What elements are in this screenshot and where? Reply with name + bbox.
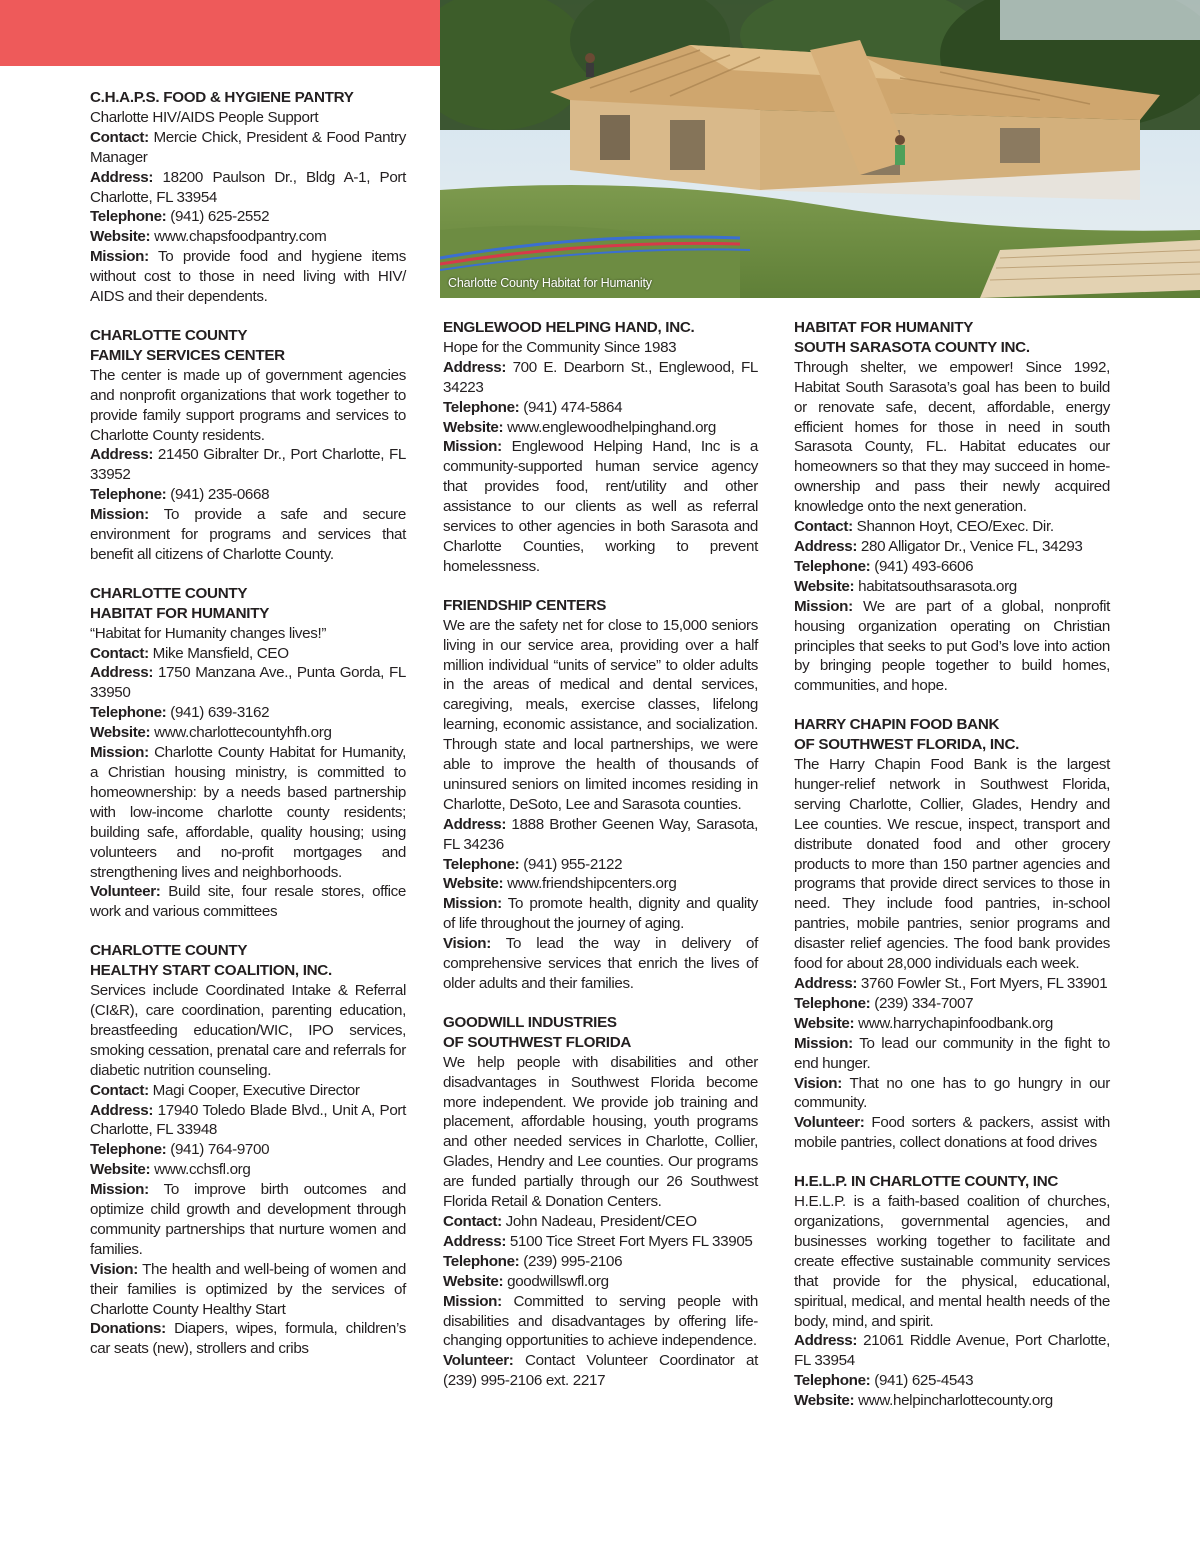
field-label: Mission:: [794, 1034, 853, 1052]
entry-line: [794, 1331, 1110, 1371]
house-construction-photo: [440, 0, 1200, 298]
field-label: Vision:: [794, 1074, 842, 1092]
field-label: Volunteer:: [794, 1114, 865, 1132]
field-label: Mission:: [90, 1181, 149, 1199]
entry-line: [794, 1014, 1110, 1034]
field-label: Address:: [90, 1101, 154, 1119]
field-value: www.charlottecountyhfh.org: [154, 724, 332, 742]
field-label: Website:: [90, 724, 151, 742]
field-value: 21450 Gibralter Dr., Port Charlotte, FL 33952: [90, 446, 406, 484]
entry-title-line: HARRY CHAPIN FOOD BANK: [794, 716, 1000, 734]
entry-title-line: CHARLOTTE COUNTY: [90, 584, 248, 602]
entry-title-line: OF SOUTHWEST FLORIDA, INC.: [794, 736, 1020, 754]
field-label: Contact:: [443, 1212, 502, 1230]
field-label: Telephone:: [90, 486, 167, 504]
field-value: To lead the way in delivery of comprehensive services that enrich the lives of older adults and their families.: [443, 935, 758, 992]
field-value: (941) 235-0668: [170, 486, 270, 504]
field-value: www.harrychapinfoodbank.org: [858, 1014, 1053, 1032]
field-value: (941) 764-9700: [170, 1141, 270, 1159]
entry-description: We are the safety net for close to 15,000 seniors living in our service area, providing over a half million individual “units of service” to older adults in the areas of medical and dental services, caregiving, meals, exercise classes, lifelong learning, economic assistance, and socialization. Through state and local partnerships, we were able to improve the health of thousands of uninsured seniors on limited incomes residing in Charlotte, DeSoto, Lee and Sarasota counties.: [443, 616, 758, 813]
entry-line: [90, 168, 406, 208]
entry-line: [90, 485, 406, 505]
field-label: Contact:: [794, 518, 853, 536]
field-value: John Nadeau, President/CEO: [505, 1212, 697, 1230]
entry-title-line: HABITAT FOR HUMANITY: [90, 604, 270, 622]
field-value: (239) 995-2106: [523, 1252, 623, 1270]
directory-entry: [794, 1172, 1110, 1411]
entry-title: [443, 318, 758, 338]
entry-line: [443, 1053, 758, 1212]
entry-line: [794, 1074, 1110, 1114]
entry-title: [794, 1172, 1110, 1192]
entry-line: [443, 398, 758, 418]
field-label: Address:: [443, 358, 507, 376]
entry-line: [90, 644, 406, 664]
entry-line: [443, 338, 758, 358]
entry-description: Hope for the Community Since 1983: [443, 338, 677, 356]
entry-line: [443, 894, 758, 934]
field-label: Address:: [90, 664, 154, 682]
field-value: habitatsouthsarasota.org: [858, 577, 1017, 595]
entry-title-line: HEALTHY START COALITION, INC.: [90, 962, 332, 980]
field-value: (941) 474-5864: [523, 398, 623, 416]
field-value: To provide a safe and secure environment for programs and services that benefit all citizens of Charlotte County.: [90, 506, 406, 563]
field-value: www.cchsfl.org: [154, 1161, 251, 1179]
entry-title-line: CHARLOTTE COUNTY: [90, 942, 248, 960]
entry-line: [90, 207, 406, 227]
field-value: (239) 334-7007: [874, 994, 974, 1012]
entry-line: [90, 1319, 406, 1359]
entry-line: [443, 815, 758, 855]
entry-title: [443, 596, 758, 616]
field-label: Mission:: [443, 1292, 502, 1310]
entry-line: [794, 1192, 1110, 1331]
entry-line: [794, 1113, 1110, 1153]
entry-title: [90, 584, 406, 624]
entry-line: [794, 994, 1110, 1014]
directory-entry: [90, 88, 406, 307]
entry-title: [794, 318, 1110, 358]
entry-line: [90, 128, 406, 168]
entry-line: [443, 616, 758, 815]
field-label: Volunteer:: [443, 1352, 514, 1370]
entry-line: [794, 557, 1110, 577]
entry-title-line: H.E.L.P. IN CHARLOTTE COUNTY, INC: [794, 1173, 1059, 1191]
entry-line: [90, 723, 406, 743]
entry-title: [794, 715, 1110, 755]
entry-line: [794, 358, 1110, 517]
entry-title: [90, 88, 406, 108]
field-value: Shannon Hoyt, CEO/Exec. Dir.: [856, 518, 1054, 536]
field-value: goodwillswfl.org: [507, 1272, 609, 1290]
entry-line: [443, 418, 758, 438]
entry-description: Through shelter, we empower! Since 1992, Habitat South Sarasota’s goal has been to build or renovate safe, decent, affordable, energy efficient homes for those in need in south Sarasota County, FL. Habitat educates our homeowners so that they may succeed in home-ownership and pass their newly acquired knowledge onto the next generation.: [794, 358, 1110, 516]
entry-line: [794, 597, 1110, 697]
entry-title-line: OF SOUTHWEST FLORIDA: [443, 1033, 632, 1051]
entry-line: [443, 1232, 758, 1252]
field-value: Englewood Helping Hand, Inc is a community-supported human service agency that provides food, rent/utility and other assistance to our clients as well as referral services to other agencies in both Sarasota and Charlotte Counties, working to prevent homelessness.: [443, 438, 758, 575]
field-label: Telephone:: [443, 1252, 520, 1270]
entry-title-line: FAMILY SERVICES CENTER: [90, 346, 285, 364]
field-value: To promote health, dignity and quality of life throughout the journey of aging.: [443, 895, 758, 933]
directory-entry: [443, 596, 758, 994]
field-label: Volunteer:: [90, 883, 161, 901]
field-label: Vision:: [443, 935, 491, 953]
field-label: Website:: [794, 1014, 855, 1032]
field-value: Committed to serving people with disabilities and disadvantages by offering life-changing opportunities to achieve independence.: [443, 1292, 758, 1350]
field-value: 17940 Toledo Blade Blvd., Unit A, Port Charlotte, FL 33948: [90, 1101, 406, 1139]
entry-line: [443, 358, 758, 398]
field-label: Mission:: [90, 506, 149, 524]
column-1: [90, 88, 406, 1378]
entry-line: [90, 1101, 406, 1141]
entry-description: The Harry Chapin Food Bank is the largest hunger-relief network in Southwest Florida, serving Charlotte, Collier, Glades, Hendry and Lee counties. We rescue, inspect, transport and distribute donated food and other grocery products to more than 150 partner agencies and programs that provide direct services to those in need. They include food pantries, in-school pantries, mobile pantries, senior programs and disaster relief agencies. The food bank provides food for about 28,000 individuals each week.: [794, 756, 1110, 973]
entry-line: [794, 1391, 1110, 1411]
field-value: That no one has to go hungry in our community.: [794, 1074, 1110, 1112]
entry-line: [90, 1180, 406, 1260]
field-label: Website:: [443, 875, 504, 893]
field-value: 700 E. Dearborn St., Englewood, FL 34223: [443, 358, 758, 396]
directory-entry: [443, 1013, 758, 1391]
entry-line: [443, 874, 758, 894]
entry-line: [794, 577, 1110, 597]
entry-line: [443, 1252, 758, 1272]
field-value: Mercie Chick, President & Food Pantry Manager: [90, 128, 406, 166]
directory-entry: [90, 326, 406, 565]
field-value: (941) 493-6606: [874, 557, 974, 575]
field-label: Contact:: [90, 1081, 149, 1099]
field-label: Website:: [443, 1272, 504, 1290]
entry-line: [794, 517, 1110, 537]
entry-line: [90, 366, 406, 446]
entry-line: [443, 1351, 758, 1391]
entry-line: [90, 981, 406, 1081]
entry-description: The center is made up of government agencies and nonprofit organizations that work together to provide family support programs and services to Charlotte County residents.: [90, 366, 406, 444]
field-label: Mission:: [443, 895, 502, 913]
field-value: We are part of a global, nonprofit housing organization operating on Christian principles that seeks to put God’s love into action by bringing people together to build homes, communities, and hope.: [794, 597, 1110, 695]
field-value: www.englewoodhelpinghand.org: [507, 418, 716, 436]
field-label: Address:: [90, 446, 154, 464]
entry-line: [794, 974, 1110, 994]
field-value: 3760 Fowler St., Fort Myers, FL 33901: [860, 975, 1108, 992]
field-value: To lead our community in the fight to end hunger.: [794, 1034, 1110, 1072]
entry-line: [443, 1212, 758, 1232]
directory-entry: [443, 318, 758, 577]
entry-line: [90, 227, 406, 247]
entry-line: [90, 1160, 406, 1180]
entry-line: [90, 882, 406, 922]
field-label: Telephone:: [90, 208, 167, 226]
field-value: (941) 955-2122: [523, 855, 623, 873]
field-value: www.helpincharlottecounty.org: [858, 1392, 1053, 1410]
entry-line: [443, 437, 758, 576]
field-value: Magi Cooper, Executive Director: [152, 1081, 360, 1099]
field-value: 1750 Manzana Ave., Punta Gorda, FL 33950: [90, 664, 406, 702]
directory-entry: [90, 941, 406, 1359]
entry-line: [90, 445, 406, 485]
field-value: Mike Mansfield, CEO: [152, 644, 289, 662]
field-label: Address:: [90, 168, 154, 186]
field-value: The health and well-being of women and their families is optimized by the services of Charlotte County Healthy Start: [90, 1260, 406, 1318]
entry-line: [794, 1034, 1110, 1074]
field-value: To improve birth outcomes and optimize child growth and development through community partnerships that nurture women and families.: [90, 1181, 406, 1258]
field-label: Website:: [90, 228, 151, 246]
entry-line: [794, 755, 1110, 974]
directory-entry: [794, 715, 1110, 1153]
photo-caption: Charlotte County Habitat for Humanity: [448, 276, 652, 290]
field-value: Food sorters & packers, assist with mobile pantries, collect donations at food drives: [794, 1114, 1110, 1152]
field-value: 280 Alligator Dr., Venice FL, 34293: [860, 537, 1083, 555]
entry-title-line: FRIENDSHIP CENTERS: [443, 596, 607, 614]
field-label: Telephone:: [90, 1141, 167, 1159]
field-label: Donations:: [90, 1320, 166, 1338]
column-3: [794, 318, 1110, 1430]
entry-title-line: C.H.A.P.S. FOOD & HYGIENE PANTRY: [90, 89, 354, 106]
entry-title-line: HABITAT FOR HUMANITY: [794, 319, 974, 336]
field-value: Build site, four resale stores, office work and various committees: [90, 883, 406, 921]
entry-title-line: ENGLEWOOD HELPING HAND, INC.: [443, 319, 695, 336]
directory-entry: [90, 584, 406, 922]
field-value: (941) 625-2552: [170, 208, 270, 226]
field-label: Website:: [443, 418, 504, 436]
entry-title: [90, 941, 406, 981]
field-label: Contact:: [90, 644, 149, 662]
field-value: 21061 Riddle Avenue, Port Charlotte, FL 33954: [794, 1332, 1111, 1370]
field-value: (941) 625-4543: [874, 1372, 974, 1390]
column-2: [443, 318, 758, 1410]
entry-line: [794, 537, 1110, 557]
field-value: 1888 Brother Geenen Way, Sarasota, FL 34236: [443, 815, 758, 853]
field-value: (941) 639-3162: [170, 704, 270, 722]
field-label: Telephone:: [443, 855, 520, 873]
field-label: Telephone:: [794, 557, 871, 575]
entry-line: [794, 1371, 1110, 1391]
field-label: Address:: [794, 975, 858, 992]
entry-line: [90, 108, 406, 128]
field-label: Mission:: [90, 248, 149, 266]
field-label: Telephone:: [443, 398, 520, 416]
entry-title-line: GOODWILL INDUSTRIES: [443, 1013, 617, 1031]
entry-title-line: SOUTH SARASOTA COUNTY INC.: [794, 338, 1030, 356]
accent-bar: [0, 0, 440, 66]
entry-line: [90, 703, 406, 723]
entry-title: [443, 1013, 758, 1053]
entry-description: We help people with disabilities and other disadvantages in Southwest Florida become more independent. We provide job training and placement, affordable housing, youth programs and other needed services in Charlotte, Collier, Glades, Hendry and Lee counties. Our programs are funded partially through our 26 Southwest Florida Retail & Donation Centers.: [443, 1053, 758, 1211]
field-label: Contact:: [90, 128, 149, 146]
header-photo: [440, 0, 1200, 298]
entry-line: [443, 855, 758, 875]
entry-line: [90, 1140, 406, 1160]
field-label: Website:: [794, 577, 855, 595]
field-value: www.chapsfoodpantry.com: [154, 228, 327, 246]
field-label: Address:: [443, 1232, 507, 1250]
field-label: Telephone:: [794, 994, 871, 1012]
field-value: To provide food and hygiene items without cost to those in need living with HIV/ AIDS and their dependents.: [90, 248, 406, 306]
field-label: Mission:: [443, 438, 502, 456]
entry-line: [90, 247, 406, 307]
field-label: Mission:: [90, 744, 149, 762]
field-label: Website:: [90, 1161, 151, 1179]
field-label: Mission:: [794, 597, 853, 615]
entry-description: H.E.L.P. is a faith-based coalition of churches, organizations, governmental agencies, and businesses working together to facilitate and create effective sustainable community services that provide for the physical, educational, spiritual, medical, and mental health needs of the body, mind, and spirit.: [794, 1193, 1110, 1330]
field-value: 18200 Paulson Dr., Bldg A-1, Port Charlotte, FL 33954: [90, 168, 406, 206]
field-label: Telephone:: [794, 1372, 871, 1390]
entry-description: “Habitat for Humanity changes lives!”: [90, 624, 327, 642]
field-value: 5100 Tice Street Fort Myers FL 33905: [509, 1232, 753, 1250]
field-value: Contact Volunteer Coordinator at (239) 995-2106 ext. 2217: [443, 1352, 758, 1390]
entry-line: [90, 663, 406, 703]
entry-description: Services include Coordinated Intake & Referral (CI&R), care coordination, parenting education, breastfeeding education/WIC, IPO services, smoking cessation, prenatal care and referrals for diabetic nutrition counseling.: [90, 982, 406, 1079]
directory-entry: [794, 318, 1110, 696]
field-label: Vision:: [90, 1260, 138, 1278]
field-label: Website:: [794, 1392, 855, 1410]
entry-title-line: CHARLOTTE COUNTY: [90, 326, 248, 344]
field-label: Address:: [794, 1332, 858, 1350]
entry-title: [90, 326, 406, 366]
field-value: Charlotte County Habitat for Humanity, a Christian housing ministry, is committed to homeownership: by a needs based partnership with low-income charlotte county residents; building safe, affordable, quality housing; using volunteers and no-profit mortgages and strengthening lives and neighborhoods.: [90, 744, 406, 881]
entry-line: [90, 1260, 406, 1320]
entry-line: [443, 934, 758, 994]
field-value: Diapers, wipes, formula, children’s car seats (new), strollers and cribs: [90, 1320, 406, 1358]
field-label: Address:: [443, 815, 507, 833]
entry-description: Charlotte HIV/AIDS People Support: [90, 108, 319, 126]
entry-line: [443, 1292, 758, 1352]
entry-line: [90, 505, 406, 565]
entry-line: [90, 624, 406, 644]
entry-line: [443, 1272, 758, 1292]
entry-line: [90, 743, 406, 882]
field-label: Telephone:: [90, 704, 167, 722]
entry-line: [90, 1081, 406, 1101]
field-value: www.friendshipcenters.org: [507, 875, 677, 893]
field-label: Address:: [794, 537, 858, 555]
